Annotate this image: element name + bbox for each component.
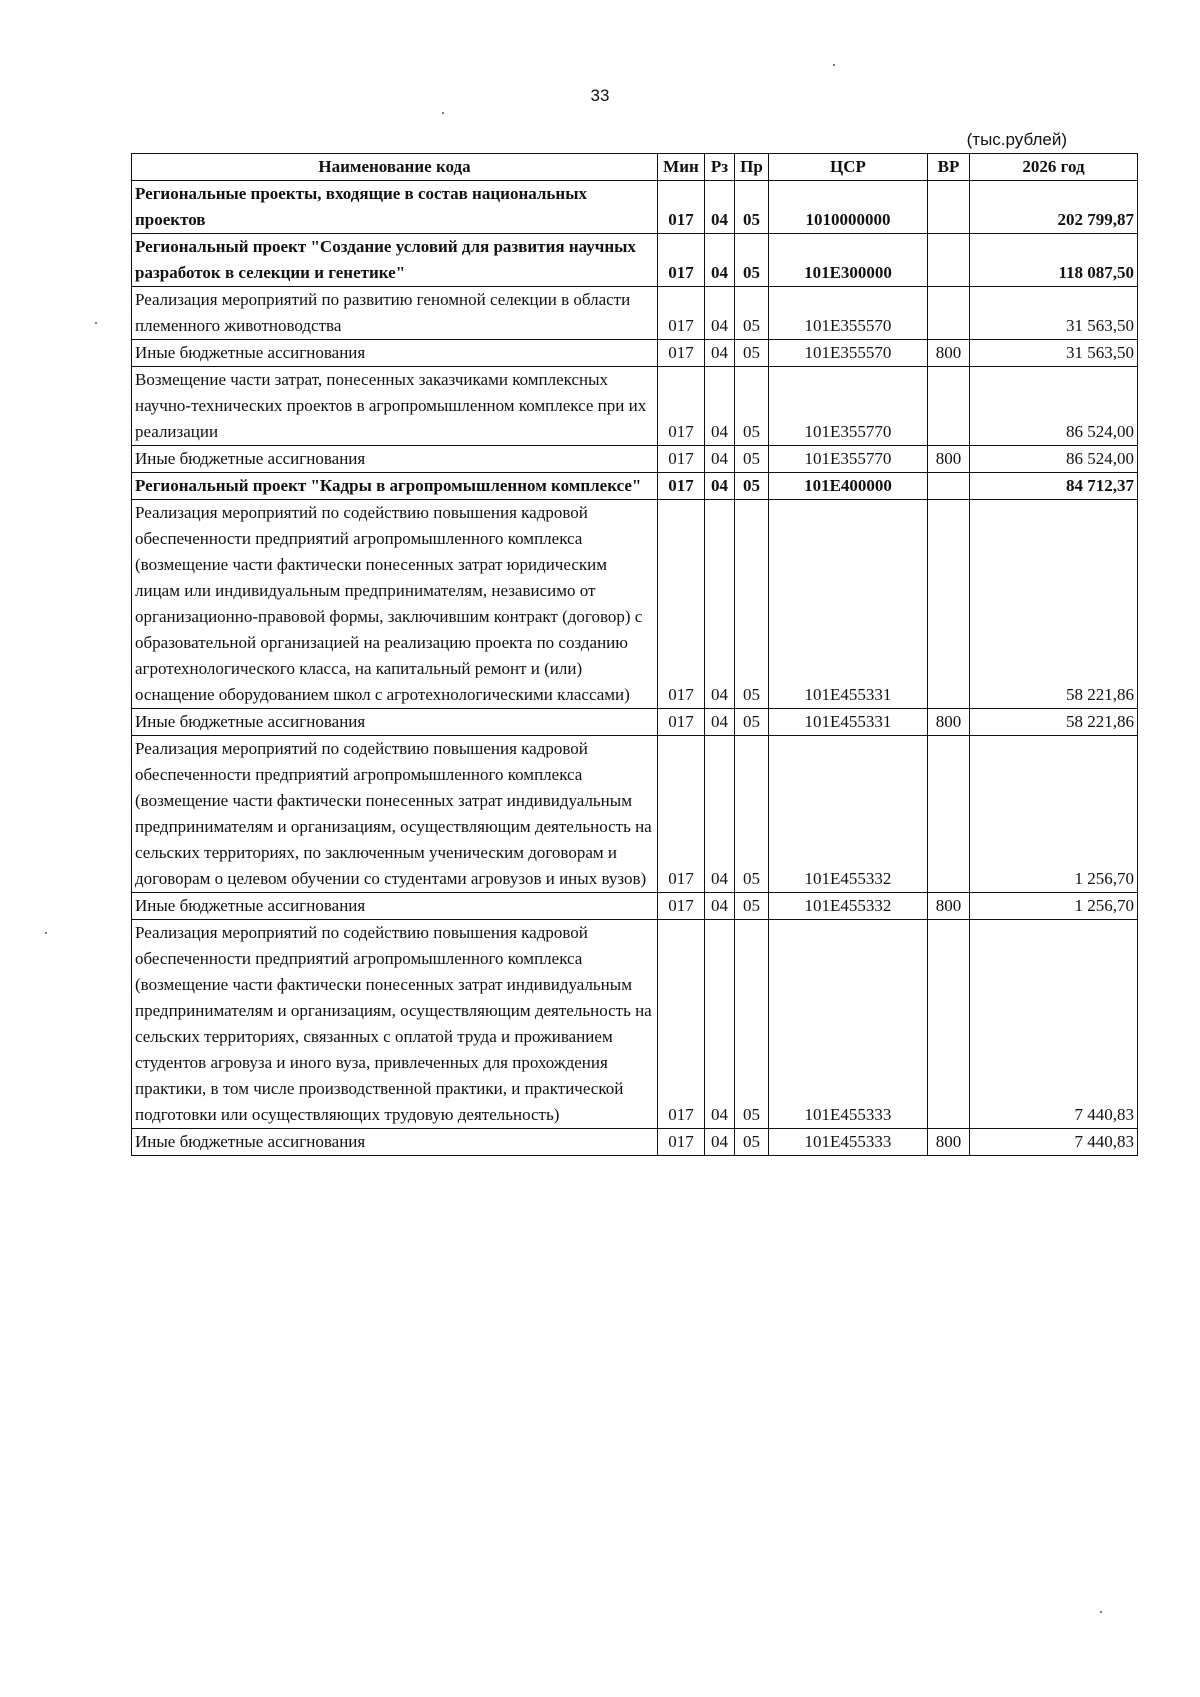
- row-amount: 86 524,00: [970, 446, 1138, 473]
- row-csr: 101E300000: [769, 234, 928, 287]
- scan-speck: [442, 112, 444, 114]
- row-pr: 05: [735, 234, 769, 287]
- row-pr: 05: [735, 736, 769, 893]
- row-pr: 05: [735, 340, 769, 367]
- row-rz: 04: [705, 736, 735, 893]
- row-rz: 04: [705, 893, 735, 920]
- table-row: [132, 709, 1138, 736]
- table-row: [132, 234, 1138, 287]
- row-csr: 101E355570: [769, 340, 928, 367]
- header-row: [132, 154, 1138, 181]
- header-pr: Пр: [735, 154, 769, 181]
- table-row: [132, 446, 1138, 473]
- row-pr: 05: [735, 473, 769, 500]
- row-vr: [928, 367, 970, 446]
- row-min: 017: [658, 1129, 705, 1156]
- row-name: Региональный проект "Создание условий для развития научных разработок в селекции и генетике": [132, 234, 658, 287]
- scan-speck: [833, 64, 835, 66]
- row-vr: 800: [928, 1129, 970, 1156]
- row-rz: 04: [705, 473, 735, 500]
- row-rz: 04: [705, 920, 735, 1129]
- row-pr: 05: [735, 500, 769, 709]
- row-vr: [928, 500, 970, 709]
- units-label: (тыс.рублей): [966, 130, 1067, 149]
- row-name: Иные бюджетные ассигнования: [132, 446, 658, 473]
- row-name: Реализация мероприятий по содействию повышения кадровой обеспеченности предприятий агропромышленного комплекса (возмещение части фактически понесенных затрат индивидуальным предпринимателям и организациям, осуществляющим деятельность на сельских территориях, по заключенным ученическим договорам и договорам о целевом обучении со студентами агровузов и иных вузов): [132, 736, 658, 893]
- header-min: Мин: [658, 154, 705, 181]
- row-rz: 04: [705, 234, 735, 287]
- row-name: Возмещение части затрат, понесенных заказчиками комплексных научно-технических проектов в агропромышленном комплексе при их реализации: [132, 367, 658, 446]
- row-min: 017: [658, 287, 705, 340]
- row-amount: 31 563,50: [970, 340, 1138, 367]
- row-vr: 800: [928, 709, 970, 736]
- scan-speck: [95, 322, 97, 324]
- row-rz: 04: [705, 287, 735, 340]
- row-csr: 101E455331: [769, 709, 928, 736]
- header-csr: ЦСР: [769, 154, 928, 181]
- row-rz: 04: [705, 181, 735, 234]
- row-name: Иные бюджетные ассигнования: [132, 340, 658, 367]
- header-vr: ВР: [928, 154, 970, 181]
- row-name: Иные бюджетные ассигнования: [132, 1129, 658, 1156]
- row-csr: 101E355770: [769, 367, 928, 446]
- row-csr: 101E400000: [769, 473, 928, 500]
- row-vr: [928, 473, 970, 500]
- row-rz: 04: [705, 446, 735, 473]
- row-pr: 05: [735, 367, 769, 446]
- row-pr: 05: [735, 920, 769, 1129]
- row-amount: 84 712,37: [970, 473, 1138, 500]
- row-csr: 101E455332: [769, 893, 928, 920]
- row-amount: 31 563,50: [970, 287, 1138, 340]
- row-name: Реализация мероприятий по развитию геномной селекции в области племенного животноводства: [132, 287, 658, 340]
- row-csr: 101E455333: [769, 920, 928, 1129]
- table-row: [132, 287, 1138, 340]
- row-vr: 800: [928, 893, 970, 920]
- row-csr: 101E455331: [769, 500, 928, 709]
- row-csr: 101E355770: [769, 446, 928, 473]
- table-row: [132, 893, 1138, 920]
- row-min: 017: [658, 920, 705, 1129]
- row-min: 017: [658, 367, 705, 446]
- row-pr: 05: [735, 709, 769, 736]
- row-pr: 05: [735, 181, 769, 234]
- row-rz: 04: [705, 340, 735, 367]
- row-amount: 58 221,86: [970, 709, 1138, 736]
- row-csr: 101E355570: [769, 287, 928, 340]
- row-name: Иные бюджетные ассигнования: [132, 709, 658, 736]
- row-name: Региональный проект "Кадры в агропромышленном комплексе": [132, 473, 658, 500]
- row-min: 017: [658, 234, 705, 287]
- row-name: Иные бюджетные ассигнования: [132, 893, 658, 920]
- scan-speck: [45, 932, 47, 934]
- row-vr: [928, 736, 970, 893]
- row-amount: 58 221,86: [970, 500, 1138, 709]
- row-vr: [928, 234, 970, 287]
- header-name: Наименование кода: [132, 154, 658, 181]
- row-vr: 800: [928, 446, 970, 473]
- row-csr: 101E455333: [769, 1129, 928, 1156]
- row-name: Региональные проекты, входящие в состав национальных проектов: [132, 181, 658, 234]
- row-vr: 800: [928, 340, 970, 367]
- header-rz: Рз: [705, 154, 735, 181]
- row-name: Реализация мероприятий по содействию повышения кадровой обеспеченности предприятий агропромышленного комплекса (возмещение части фактически понесенных затрат индивидуальным предпринимателям и организациям, осуществляющим деятельность на сельских территориях, связанных с оплатой труда и проживанием студентов агровуза и иного вуза, привлеченных для прохождения практики, в том числе производственной практики, и практической подготовки или осуществляющих трудовую деятельность): [132, 920, 658, 1129]
- row-rz: 04: [705, 709, 735, 736]
- row-min: 017: [658, 736, 705, 893]
- row-csr: 1010000000: [769, 181, 928, 234]
- row-min: 017: [658, 893, 705, 920]
- row-min: 017: [658, 500, 705, 709]
- row-csr: 101E455332: [769, 736, 928, 893]
- row-pr: 05: [735, 446, 769, 473]
- row-rz: 04: [705, 500, 735, 709]
- row-amount: 202 799,87: [970, 181, 1138, 234]
- row-amount: 1 256,70: [970, 736, 1138, 893]
- row-name: Реализация мероприятий по содействию повышения кадровой обеспеченности предприятий агропромышленного комплекса (возмещение части фактически понесенных затрат юридическим лицам или индивидуальным предпринимателям, независимо от организационно-правовой формы, заключившим контракт (договор) с образовательной организацией на реализацию проекта по созданию агротехнологического класса, на капитальный ремонт и (или) оснащение оборудованием школ с агротехнологическими классами): [132, 500, 658, 709]
- table-row: [132, 181, 1138, 234]
- row-amount: 7 440,83: [970, 1129, 1138, 1156]
- row-min: 017: [658, 473, 705, 500]
- row-vr: [928, 920, 970, 1129]
- table-row: [132, 1129, 1138, 1156]
- table-row: [132, 473, 1138, 500]
- row-amount: 1 256,70: [970, 893, 1138, 920]
- row-amount: 86 524,00: [970, 367, 1138, 446]
- row-rz: 04: [705, 1129, 735, 1156]
- row-min: 017: [658, 446, 705, 473]
- row-pr: 05: [735, 287, 769, 340]
- page-number: 33: [590, 86, 610, 105]
- budget-table: [131, 153, 1138, 1156]
- row-rz: 04: [705, 367, 735, 446]
- row-vr: [928, 181, 970, 234]
- row-pr: 05: [735, 893, 769, 920]
- scan-speck: [1100, 1611, 1102, 1613]
- row-min: 017: [658, 181, 705, 234]
- row-min: 017: [658, 340, 705, 367]
- row-min: 017: [658, 709, 705, 736]
- header-year: 2026 год: [970, 154, 1138, 181]
- table-row: [132, 920, 1138, 1129]
- row-amount: 7 440,83: [970, 920, 1138, 1129]
- table-row: [132, 367, 1138, 446]
- row-pr: 05: [735, 1129, 769, 1156]
- table-row: [132, 500, 1138, 709]
- row-amount: 118 087,50: [970, 234, 1138, 287]
- table-row: [132, 736, 1138, 893]
- row-vr: [928, 287, 970, 340]
- table-row: [132, 340, 1138, 367]
